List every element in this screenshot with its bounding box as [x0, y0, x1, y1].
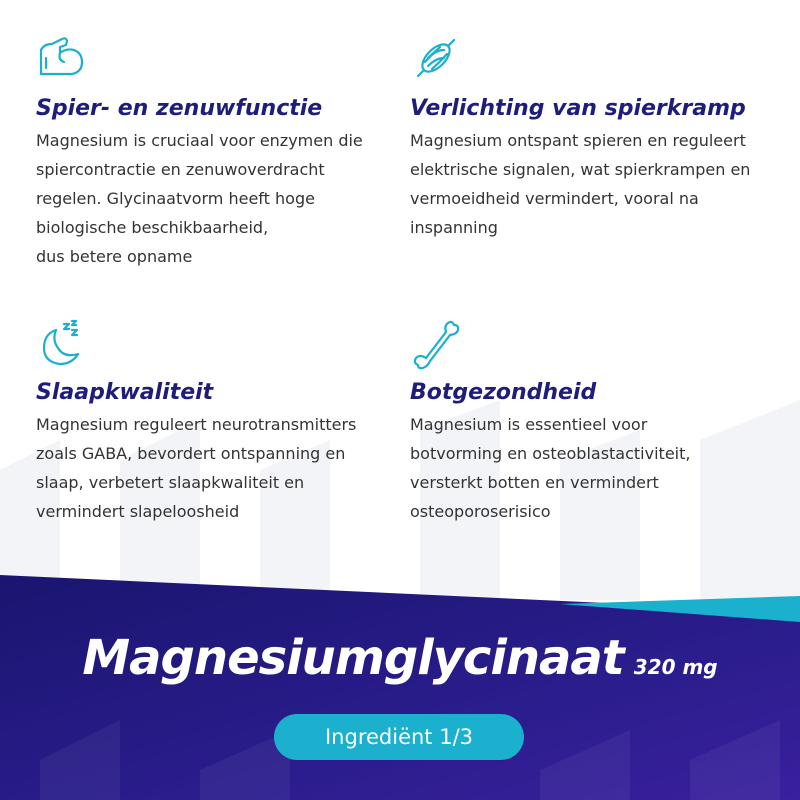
- feature-title: Verlichting van spierkramp: [410, 96, 746, 121]
- feature-title: Slaapkwaliteit: [36, 380, 214, 405]
- feature-text: Magnesium is essentieel voor botvorming en osteoblastactiviteit, versterkt botten en vermindert osteoporoserisico: [410, 415, 691, 521]
- feature-text: Magnesium ontspant spieren en reguleert elektrische signalen, wat spierkrampen en vermoeidheid vermindert, vooral na inspanning: [410, 131, 751, 237]
- feature-title: Botgezondheid: [410, 380, 597, 405]
- feature-text: Magnesium is cruciaal voor enzymen die spiercontractie en zenuwoverdracht regelen. Glycinaatvorm heeft hoge biologische beschikbaarheid, dus betere opname: [36, 131, 363, 266]
- product-name: Magnesiumglycinaat: [82, 630, 624, 686]
- feature-title: Spier- en zenuwfunctie: [36, 96, 323, 121]
- ingredient-badge: Ingrediënt 1/3: [274, 714, 524, 760]
- product-title: [0, 630, 800, 686]
- feature-text: Magnesium reguleert neurotransmitters zoals GABA, bevordert ontspanning en slaap, verbetert slaapkwaliteit en vermindert slapeloosheid: [36, 415, 357, 521]
- product-dose: 320 mg: [633, 655, 718, 679]
